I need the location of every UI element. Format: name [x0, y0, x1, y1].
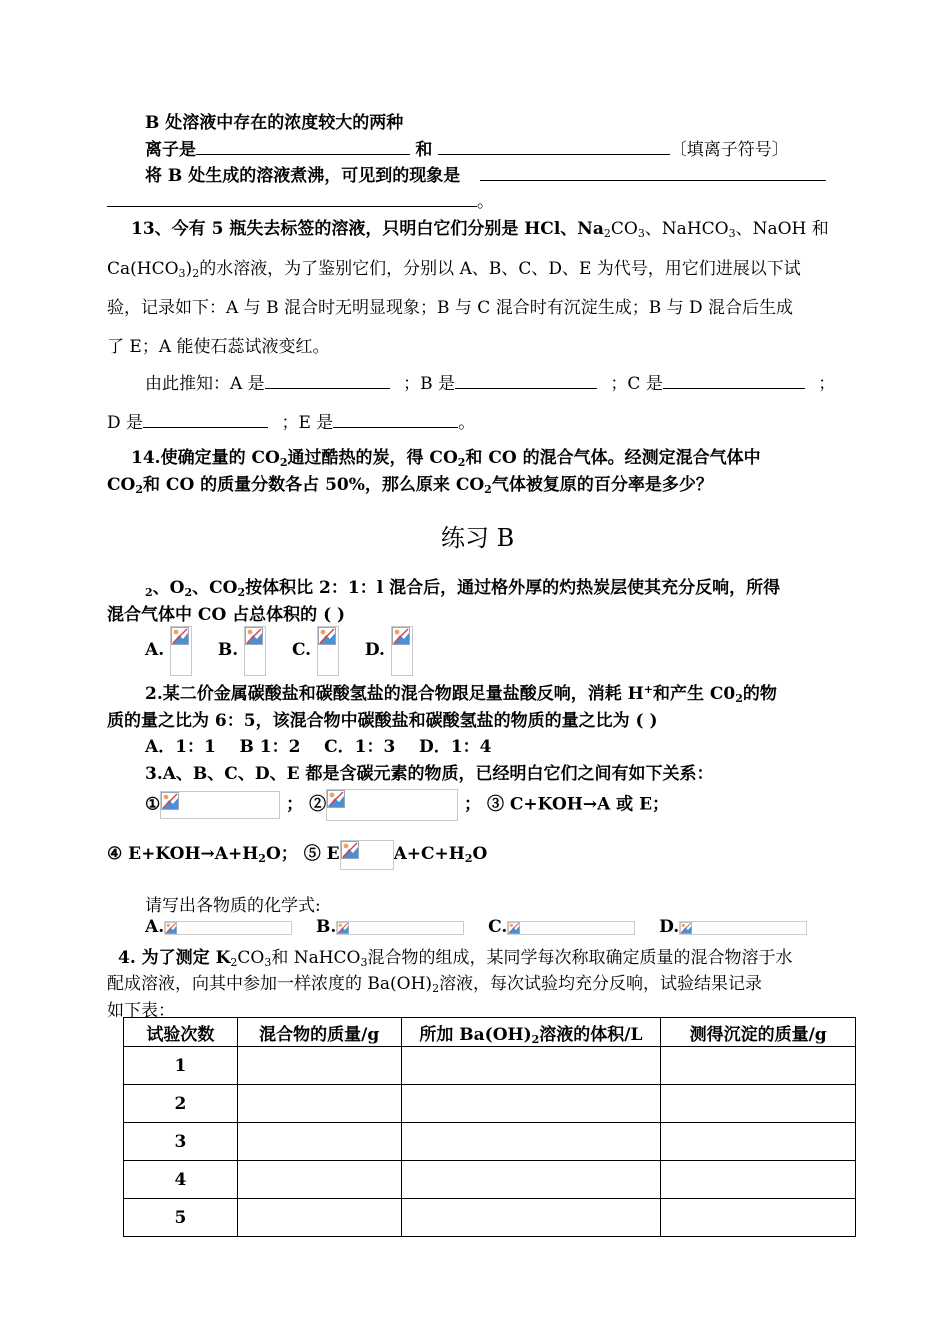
broken-image-icon: [171, 627, 189, 645]
broken-image-icon: [165, 922, 177, 934]
option-c-label[interactable]: C.: [291, 640, 312, 660]
reaction-4b: O；: [265, 844, 298, 864]
q13-text-2c: 的水溶液，为了鉴别它们，分别以 A、B、C、D、E 为代号，用它们进展以下试: [199, 259, 801, 279]
answer-d-field[interactable]: [679, 921, 807, 935]
sub: 3: [728, 227, 736, 240]
cell[interactable]: [661, 1123, 856, 1161]
broken-image-icon: [245, 627, 263, 645]
cell[interactable]: [401, 1199, 661, 1237]
reaction-2-image: [326, 789, 458, 821]
q13-c-label: ；C 是: [610, 374, 663, 394]
sub: 2: [192, 267, 200, 280]
b2-text-a: 2.某二价金属碳酸盐和碳酸氢盐的混合物跟足量盐酸反响，消耗 H: [145, 684, 644, 704]
q13-line3: 验，记录如下：A 与 B 混合时无明显现象；B 与 C 混合时有沉淀生成；B 与 D 混合后生成: [107, 298, 794, 318]
b1-options: [145, 626, 413, 676]
option-a-label[interactable]: A.: [145, 640, 165, 660]
b3-reactions-2: [107, 839, 487, 870]
q13-d-label: D 是: [107, 413, 144, 433]
b2-text-c: 的物: [742, 684, 777, 704]
cell[interactable]: [401, 1085, 661, 1123]
answer-b-label: B.: [315, 917, 337, 937]
b4-text-1a: 4. 为了测定 K: [118, 948, 231, 968]
b4-line3: 如下表：: [107, 1001, 175, 1021]
ion-blank-2[interactable]: [438, 138, 670, 155]
reaction-5c: O: [472, 844, 488, 864]
b4-line2: [107, 969, 762, 994]
line-boil-cont: [107, 187, 494, 212]
q13-b-label: ；B 是: [403, 374, 455, 394]
sub: 3: [264, 956, 272, 969]
cell[interactable]: [237, 1047, 401, 1085]
line-ions: [145, 135, 789, 160]
reaction-1-image: [160, 791, 280, 819]
sub: 2: [279, 456, 288, 469]
sep: ；: [464, 794, 482, 815]
q13-line4: 了 E；A 能使石蕊试液变红。: [107, 337, 330, 357]
q13-text-2a: Ca(HCO: [107, 259, 179, 279]
sub: 2: [464, 852, 473, 865]
q13-line1: [131, 214, 829, 239]
q13-blank-a[interactable]: [265, 372, 390, 389]
sub: 3: [178, 267, 186, 280]
q13-text-1b: CO: [610, 219, 638, 239]
cell[interactable]: [661, 1199, 856, 1237]
broken-image-icon: [161, 792, 179, 810]
sub: 2: [531, 1032, 540, 1046]
b4-line1: [118, 943, 793, 968]
cell[interactable]: [237, 1123, 401, 1161]
q14-line1: [131, 443, 761, 468]
reaction-5-image: [340, 840, 394, 870]
b4-text-1b: CO: [237, 948, 265, 968]
b3-ask: 请写出各物质的化学式:: [145, 896, 321, 916]
q13-blank-b[interactable]: [455, 372, 597, 389]
b3-line1: 3.A、B、C、D、E 都是含碳元素的物质，已经明白它们之间有如下关系：: [145, 764, 714, 784]
header-volume-a: 所加 Ba(OH): [419, 1024, 532, 1045]
sub: 2: [184, 586, 193, 599]
q14-text-1b: 通过酷热的炭，得 CO: [287, 448, 458, 468]
boil-blank[interactable]: [480, 164, 826, 181]
row-number: 2: [124, 1085, 238, 1123]
b3-answers: [145, 917, 807, 937]
cell[interactable]: [401, 1161, 661, 1199]
option-d-image: [391, 626, 413, 676]
reaction-5b: A+C+H: [393, 844, 465, 864]
q13-text-1d: 、NaOH 和: [735, 219, 829, 239]
ions-label: 离子是: [145, 140, 196, 160]
row-number: 3: [124, 1123, 238, 1161]
line-boil: [145, 161, 826, 186]
broken-image-icon: [318, 627, 336, 645]
q13-line5: [145, 369, 835, 394]
q14-text-2a: CO: [107, 475, 136, 495]
answer-c-label: C.: [488, 917, 508, 937]
b2-options: A．1：1 B 1：2 C．1：3 D．1：4: [145, 737, 492, 757]
header-volume: [401, 1018, 661, 1047]
boil-text: 将 B 处生成的溶液煮沸，可见到的现象是: [145, 166, 461, 186]
table-row: [124, 1047, 856, 1085]
table-row: [124, 1199, 856, 1237]
sup: +: [643, 683, 653, 696]
q14-text-2c: 气体被复原的百分率是多少？: [491, 475, 713, 495]
q13-text-2b: ): [185, 259, 193, 279]
b3-reactions-1: [145, 789, 669, 821]
table-header-row: [124, 1018, 856, 1047]
q13-blank-c[interactable]: [663, 372, 805, 389]
sub: 2: [484, 483, 492, 496]
option-c-image: [317, 626, 339, 676]
ions-note: 〔填离子符号〕: [669, 140, 789, 160]
b2-line2: 质的量之比为 6：5，该混合物中碳酸盐和碳酸氢盐的物质的量之比为 ( ): [107, 711, 658, 731]
header-mass: 混合物的质量/g: [237, 1018, 401, 1047]
q14-text-1c: 和 CO 的混合气体。经测定混合气体中: [465, 448, 761, 468]
row-number: 5: [124, 1199, 238, 1237]
table-row: [124, 1123, 856, 1161]
b4-text-1d: 混合物的组成，某同学每次称取确定质量的混合物溶于水: [367, 948, 793, 968]
sep: ；: [286, 794, 304, 815]
row-number: 1: [124, 1047, 238, 1085]
header-trial: 试验次数: [124, 1018, 238, 1047]
b1-text-a: 、O: [152, 578, 185, 598]
broken-image-icon: [508, 922, 520, 934]
b1-line1: [145, 573, 780, 598]
cell[interactable]: [401, 1123, 661, 1161]
sub: 3: [637, 227, 645, 240]
reaction-4a: ④ E+KOH→A+H: [107, 844, 259, 864]
b1-line2: 混合气体中 CO 占总体积的 ( ): [107, 605, 346, 625]
boil-blank-2[interactable]: [107, 190, 477, 207]
reaction-5a: ⑤ E: [303, 844, 340, 864]
cell[interactable]: [661, 1161, 856, 1199]
header-volume-b: 溶液的体积/L: [539, 1024, 643, 1045]
answer-a-field[interactable]: [164, 921, 292, 935]
q13-e-label: ；E 是: [281, 413, 334, 433]
q13-blank-d[interactable]: [143, 411, 268, 428]
b1-text-c: 按体积比 2：1：l 混合后，通过格外厚的灼热炭层使其充分反响，所得: [245, 578, 781, 598]
sub: 2: [230, 956, 238, 969]
b4-text-1c: 和 NaHCO: [271, 948, 361, 968]
header-precipitate: 测得沉淀的质量/g: [661, 1018, 856, 1047]
sub: 2: [237, 586, 246, 599]
q13-blank-e[interactable]: [333, 411, 458, 428]
broken-image-icon: [327, 790, 345, 808]
sub: 2: [603, 227, 611, 240]
sub: 2: [432, 982, 440, 995]
sub: 2: [457, 456, 466, 469]
boil-end: 。: [477, 192, 494, 212]
line-b-solution: B 处溶液中存在的浓度较大的两种: [145, 113, 404, 133]
q13-line6: [107, 408, 475, 433]
option-d-label[interactable]: D.: [364, 640, 385, 660]
reaction-3: ③ C+KOH→A 或 E；: [486, 794, 670, 815]
table-row: [124, 1085, 856, 1123]
b2-text-b: 和产生 C0: [652, 684, 736, 704]
b2-line1: [145, 679, 777, 704]
broken-image-icon: [337, 922, 349, 934]
q14-text-1a: 14.使确定量的 CO: [131, 448, 280, 468]
ions-and: 和: [415, 140, 433, 160]
answer-c-field[interactable]: [507, 921, 635, 935]
sub: 3: [360, 956, 368, 969]
cell[interactable]: [237, 1085, 401, 1123]
results-table: [123, 1017, 856, 1237]
answer-b-field[interactable]: [336, 921, 464, 935]
sub: 2: [735, 692, 743, 705]
cell[interactable]: [401, 1047, 661, 1085]
sub: 2: [258, 852, 266, 865]
section-title: 练习 B: [441, 524, 515, 552]
answer-d-label: D.: [659, 917, 680, 937]
cell[interactable]: [237, 1161, 401, 1199]
sub: 2: [135, 483, 143, 496]
q14-line2: [107, 470, 713, 495]
b4-text-2a: 配成溶液，向其中参加一样浓度的 Ba(OH): [107, 974, 433, 994]
answer-a-label: A.: [145, 917, 165, 937]
broken-image-icon: [392, 627, 410, 645]
ion-blank-1[interactable]: [196, 138, 410, 155]
reaction-1-label: ①: [145, 794, 161, 815]
q13-d-sep: ；: [818, 374, 836, 394]
b1-text-b: 、CO: [192, 578, 238, 598]
q13-text-1c: 、NaHCO: [644, 219, 729, 239]
table-row: [124, 1161, 856, 1199]
q13-a-label: 由此推知：A 是: [145, 374, 265, 394]
q13-end: 。: [458, 413, 476, 433]
b4-text-2b: 溶液，每次试验均充分反响，试验结果记录: [439, 974, 763, 994]
reaction-2-label: ②: [309, 794, 327, 815]
broken-image-icon: [341, 841, 359, 859]
q13-line2: [107, 254, 801, 279]
row-number: 4: [124, 1161, 238, 1199]
sub: 2: [145, 586, 153, 599]
option-b-image: [244, 626, 266, 676]
cell[interactable]: [237, 1199, 401, 1237]
broken-image-icon: [680, 922, 692, 934]
cell[interactable]: [661, 1085, 856, 1123]
q13-text-1a: 13、今有 5 瓶失去标签的溶液，只明白它们分别是 HCl、Na: [131, 219, 604, 239]
q14-text-2b: 和 CO 的质量分数各占 50%，那么原来 CO: [143, 475, 485, 495]
option-a-image: [170, 626, 192, 676]
option-b-label[interactable]: B.: [217, 640, 239, 660]
cell[interactable]: [661, 1047, 856, 1085]
